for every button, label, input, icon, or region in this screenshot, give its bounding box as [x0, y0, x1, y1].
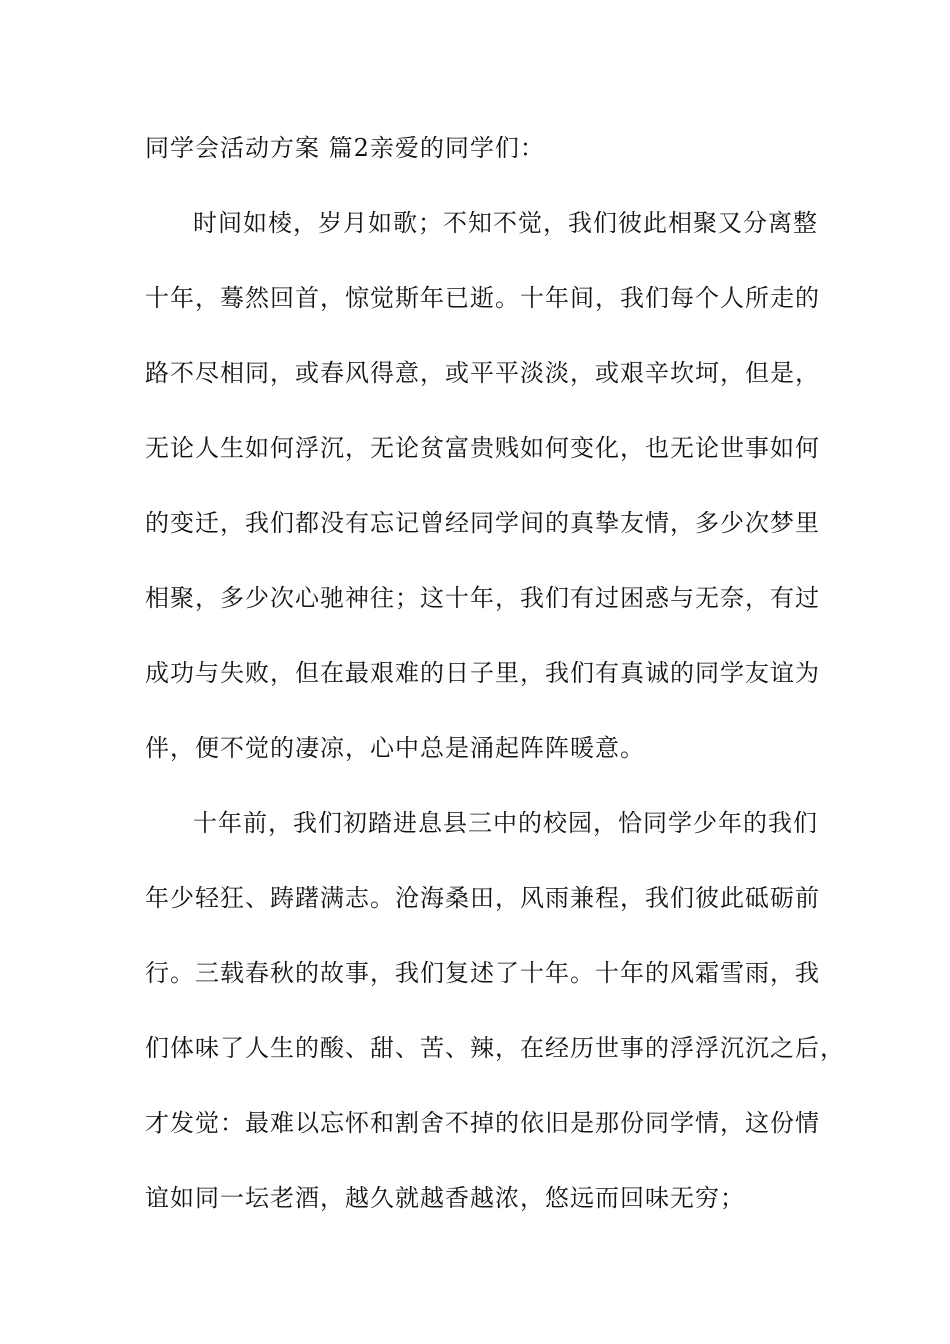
paragraph-2: [145, 803, 845, 1253]
paragraph-line: 的变迁，我们都没有忘记曾经同学间的真挚友情，多少次梦里: [145, 509, 820, 537]
paragraph-line: 们体味了人生的酸、甜、苦、辣，在经历世事的浮浮沉沉之后，: [145, 1034, 845, 1062]
paragraph-line: 相聚，多少次心驰神往；这十年，我们有过困惑与无奈，有过: [145, 584, 820, 612]
paragraph-line: 成功与失败，但在最艰难的日子里，我们有真诚的同学友谊为: [145, 659, 820, 687]
heading-line: 同学会活动方案 篇2亲爱的同学们：: [145, 134, 545, 162]
paragraph-line: 无论人生如何浮沉，无论贫富贵贱如何变化，也无论世事如何: [145, 434, 820, 462]
paragraph-line: 十年前，我们初踏进息县三中的校园，恰同学少年的我们: [193, 809, 818, 837]
paragraph-line: 谊如同一坛老酒，越久就越香越浓，悠远而回味无穷；: [145, 1184, 745, 1212]
paragraph-line: 行。三载春秋的故事，我们复述了十年。十年的风霜雪雨，我: [145, 959, 820, 987]
paragraph-line: 时间如棱，岁月如歌；不知不觉，我们彼此相聚又分离整: [193, 209, 818, 237]
document-body: [145, 128, 845, 1253]
paragraph-line: 才发觉：最难以忘怀和割舍不掉的依旧是那份同学情，这份情: [145, 1109, 820, 1137]
paragraph-line: 年少轻狂、踌躇满志。沧海桑田，风雨兼程，我们彼此砥砺前: [145, 884, 820, 912]
paragraph-line: 十年，蓦然回首，惊觉斯年已逝。十年间，我们每个人所走的: [145, 284, 820, 312]
paragraph-line: 路不尽相同，或春风得意，或平平淡淡，或艰辛坎坷，但是，: [145, 359, 820, 387]
paragraph-line: 伴，便不觉的凄凉，心中总是涌起阵阵暖意。: [145, 734, 645, 762]
paragraph-1: [145, 203, 835, 803]
